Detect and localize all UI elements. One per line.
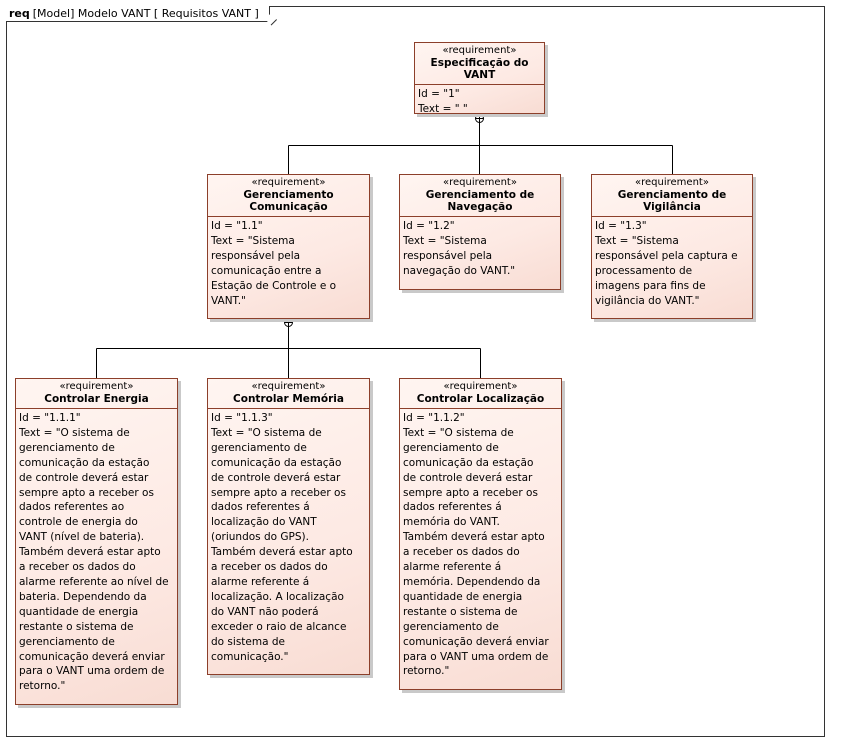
stereotype-label: «requirement» (251, 381, 326, 392)
requirement-text: Text = "Sistema responsável pela navegação do VANT." (403, 234, 516, 277)
requirement-gerenciamento-navegacao[interactable] (399, 174, 561, 290)
requirement-name: Gerenciamento Comunicação (243, 189, 334, 213)
requirement-id: Id = "1.3" (595, 220, 647, 232)
requirement-gerenciamento-vigilancia[interactable] (591, 174, 753, 319)
requirement-controlar-memoria[interactable] (207, 378, 370, 675)
requirement-name: Gerenciamento de Navegação (425, 189, 535, 213)
stereotype-label: «requirement» (443, 381, 518, 392)
requirement-name: Controlar Localização (416, 393, 545, 405)
requirement-id: Id = "1.1.2" (403, 412, 465, 424)
requirement-especificacao-vant[interactable] (414, 42, 545, 114)
requirement-header (400, 379, 561, 409)
requirement-body (592, 217, 752, 310)
frame-keyword: req (9, 7, 30, 20)
requirement-controlar-energia[interactable] (15, 378, 178, 705)
requirement-text: Text = "O sistema de gerenciamento de comunicação da estação de controle deverá estar sempre apto a receber os dados referentes á memória do VANT. Também deverá estar apto a receber os dados do alarme referente á memória. Dependendo da quantidade de energia restante o sistema de gerenciamento de comunicação deverá enviar para o VANT uma ordem de retorno." (403, 426, 549, 678)
requirement-text: Text = "Sistema responsável pela captura e processamento de imagens para fins de vigilância do VANT." (595, 234, 738, 307)
requirement-text: Text = "Sistema responsável pela comunicação entre a Estação de Controle e o VANT." (211, 234, 337, 307)
requirement-body (16, 409, 177, 696)
requirement-name: Gerenciamento de Vigilância (617, 189, 727, 213)
requirement-body (400, 409, 561, 681)
requirement-body (400, 217, 560, 281)
requirement-name: Especificação do VANT (430, 57, 529, 81)
requirement-text: Text = "O sistema de gerenciamento de comunicação da estação de controle deverá estar sempre apto a receber os dados referentes ao controle de energia do VANT (nível de bateria). Também deverá estar apto a receber os dados do alarme referente ao nível de bateria. Dependendo da quantidade de energia restante o sistema de gerenciamento de comunicação deverá enviar para o VANT uma ordem de retorno." (19, 426, 169, 693)
containment-anchor-icon (285, 319, 293, 327)
requirement-header (208, 175, 369, 217)
requirement-header (400, 175, 560, 217)
requirement-name: Controlar Energia (44, 393, 149, 405)
requirement-text: Text = " " (418, 102, 468, 115)
frame-label: [Model] Modelo VANT [ Requisitos VANT ] (32, 7, 259, 20)
requirement-body (208, 409, 369, 666)
requirement-id: Id = "1.1.3" (211, 412, 273, 424)
stereotype-label: «requirement» (635, 177, 709, 188)
requirement-header (16, 379, 177, 409)
requirement-gerenciamento-comunicacao[interactable] (207, 174, 370, 319)
stereotype-label: «requirement» (443, 177, 517, 188)
requirement-id: Id = "1" (418, 88, 460, 100)
requirement-controlar-localizacao[interactable] (399, 378, 562, 690)
requirement-header (415, 43, 544, 85)
requirement-header (592, 175, 752, 217)
requirement-id: Id = "1.1.1" (19, 412, 81, 424)
requirement-id: Id = "1.2" (403, 220, 455, 232)
requirement-header (208, 379, 369, 409)
stereotype-label: «requirement» (442, 45, 517, 56)
requirement-body (415, 85, 544, 119)
stereotype-label: «requirement» (251, 177, 326, 188)
requirement-name: Controlar Memória (233, 393, 344, 405)
stereotype-label: «requirement» (59, 381, 134, 392)
requirement-body (208, 217, 369, 310)
requirement-id: Id = "1.1" (211, 220, 263, 232)
requirement-text: Text = "O sistema de gerenciamento de comunicação da estação de controle deverá estar sempre apto a receber os dados referentes á localização do VANT (oriundos do GPS). Também deverá estar apto a receber os dados do alarme referente á localização. A localização do VANT não poderá exceder o raio de alcance do sistema de comunicação." (211, 426, 353, 663)
